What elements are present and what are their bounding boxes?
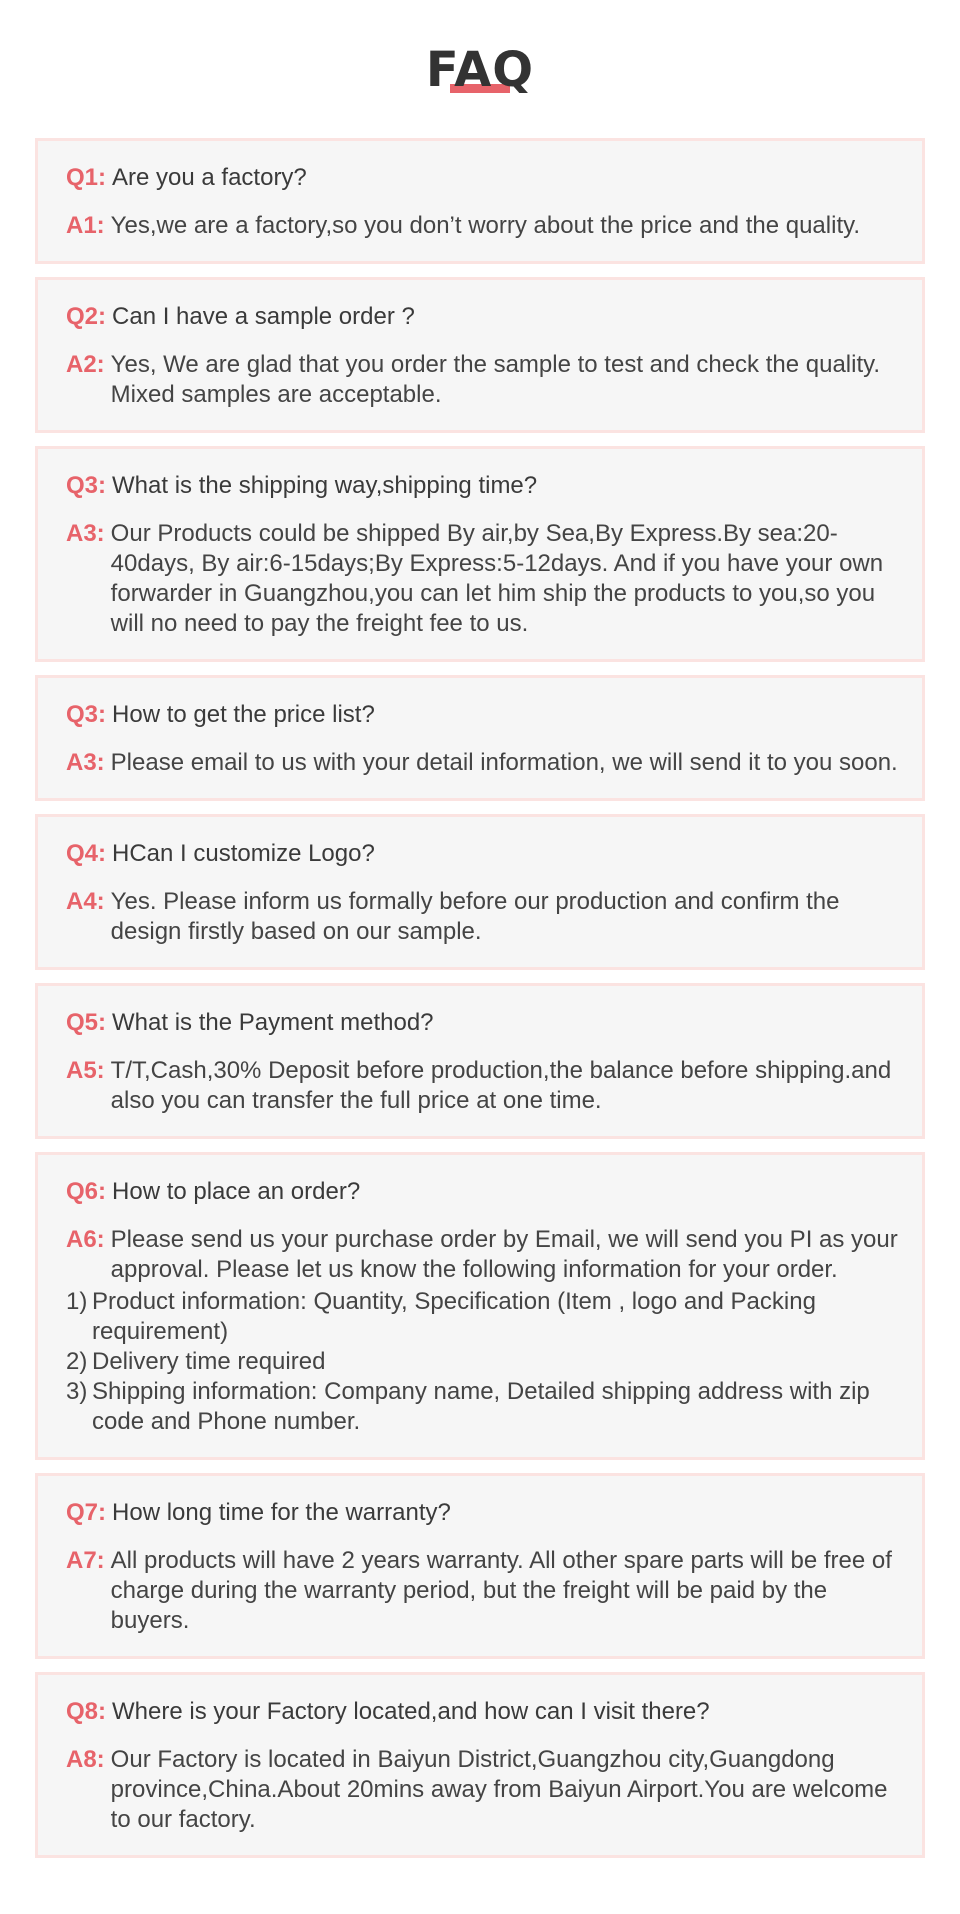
- answer-text: Our Products could be shipped By air,by Sea,By Express.By sea:20-40days, By air:6-15days;By Express:5-12days. And if you have your own forwarder in Guangzhou,you can let him ship the products to you,so you will no need to pay the freight fee to us.: [110, 520, 884, 637]
- answer-text: Yes. Please inform us formally before our production and confirm the design firstly based on our sample.: [110, 888, 840, 945]
- faq-item-7: [35, 1152, 925, 1460]
- question-text: HCan I customize Logo?: [112, 840, 375, 867]
- answer-label: A3:: [66, 520, 105, 547]
- answer-label: A6:: [66, 1226, 105, 1253]
- faq-item-6: [35, 983, 925, 1139]
- question-text: Can I have a sample order ?: [112, 303, 415, 330]
- question-text: How to get the price list?: [112, 701, 375, 728]
- question-text: Where is your Factory located,and how can I visit there?: [112, 1698, 710, 1725]
- title-wrap: [0, 40, 960, 100]
- question-row: [66, 163, 912, 193]
- answer-row: [66, 350, 912, 410]
- answer-text: Yes,we are a factory,so you don’t worry about the price and the quality.: [110, 212, 860, 239]
- answer-label: A3:: [66, 749, 105, 776]
- step-text: Product information: Quantity, Specification (Item , logo and Packing requirement): [92, 1288, 816, 1345]
- question-label: Q4:: [66, 840, 107, 867]
- answer-row: [66, 1745, 912, 1835]
- answer-row: [66, 1056, 912, 1116]
- question-row: [66, 1697, 912, 1727]
- step-text: Shipping information: Company name, Detailed shipping address with zip code and Phone number.: [92, 1378, 870, 1435]
- faq-item-2: [35, 277, 925, 433]
- step-number: 2): [66, 1348, 88, 1375]
- question-text: How to place an order?: [112, 1178, 361, 1205]
- question-label: Q5:: [66, 1009, 107, 1036]
- step-text: Delivery time required: [92, 1348, 326, 1375]
- faq-item-4: [35, 675, 925, 801]
- answer-label: A5:: [66, 1057, 105, 1084]
- answer-label: A1:: [66, 212, 105, 239]
- question-text: What is the Payment method?: [112, 1009, 434, 1036]
- question-row: [66, 302, 912, 332]
- answer-text: All products will have 2 years warranty. All other spare parts will be free of charge during the warranty period, but the freight will be paid by the buyers.: [110, 1547, 892, 1634]
- question-row: [66, 471, 912, 501]
- answer-label: A8:: [66, 1746, 105, 1773]
- faq-item-9: [35, 1672, 925, 1858]
- answer-text: Yes, We are glad that you order the sample to test and check the quality. Mixed samples are acceptable.: [110, 351, 881, 408]
- question-label: Q6:: [66, 1178, 107, 1205]
- question-label: Q7:: [66, 1499, 107, 1526]
- order-steps-list: [66, 1287, 912, 1437]
- step-number: 1): [66, 1288, 88, 1315]
- faq-item-3: [35, 446, 925, 662]
- answer-row: [66, 887, 912, 947]
- answer-label: A4:: [66, 888, 105, 915]
- faq-item-1: [35, 138, 925, 264]
- faq-item-8: [35, 1473, 925, 1659]
- faq-list: [35, 138, 925, 1871]
- question-text: How long time for the warranty?: [112, 1499, 451, 1526]
- list-item: [66, 1377, 912, 1437]
- faq-item-5: [35, 814, 925, 970]
- answer-row: [66, 1225, 912, 1285]
- answer-text: T/T,Cash,30% Deposit before production,the balance before shipping.and also you can transfer the full price at one time.: [110, 1057, 892, 1114]
- question-text: Are you a factory?: [112, 164, 307, 191]
- page-title: FAQ: [425, 42, 535, 98]
- question-row: [66, 700, 912, 730]
- question-row: [66, 839, 912, 869]
- answer-row: [66, 519, 912, 639]
- step-number: 3): [66, 1378, 88, 1405]
- answer-label: A7:: [66, 1547, 105, 1574]
- answer-row: [66, 211, 912, 241]
- question-label: Q2:: [66, 303, 107, 330]
- question-row: [66, 1008, 912, 1038]
- list-item: [66, 1287, 912, 1347]
- list-item: [66, 1347, 912, 1377]
- question-row: [66, 1177, 912, 1207]
- question-row: [66, 1498, 912, 1528]
- question-label: Q3:: [66, 701, 107, 728]
- question-text: What is the shipping way,shipping time?: [112, 472, 538, 499]
- answer-label: A2:: [66, 351, 105, 378]
- answer-row: [66, 1546, 912, 1636]
- question-label: Q3:: [66, 472, 107, 499]
- answer-row: [66, 748, 912, 778]
- question-label: Q1:: [66, 164, 107, 191]
- question-label: Q8:: [66, 1698, 107, 1725]
- answer-text: Please send us your purchase order by Email, we will send you PI as your approval. Please let us know the following information for your order.: [110, 1226, 898, 1283]
- answer-text: Our Factory is located in Baiyun District,Guangzhou city,Guangdong province,China.About 20mins away from Baiyun Airport.You are welcome to our factory.: [110, 1746, 888, 1833]
- answer-text: Please email to us with your detail information, we will send it to you soon.: [110, 749, 898, 776]
- page-header: [0, 0, 960, 138]
